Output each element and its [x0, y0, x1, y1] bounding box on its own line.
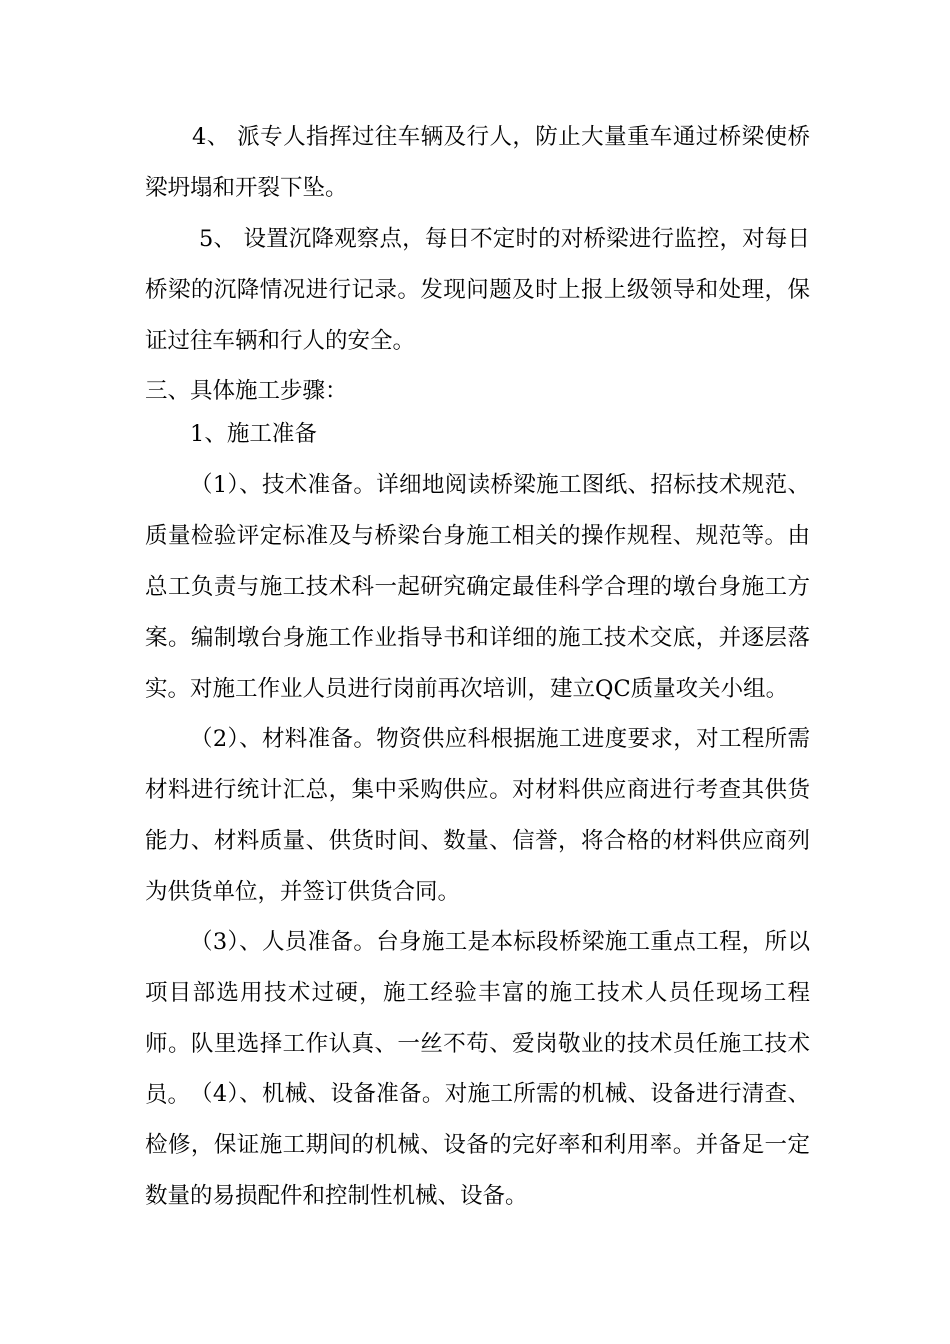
paragraph-technical-preparation: （1）、技术准备。详细地阅读桥梁施工图纸、招标技术规范、质量检验评定标准及与桥梁台身施工相关的操作规程、规范等。由总工负责与施工技术科一起研究确定最佳科学合理的墩台身施工方案。编制墩台身施工作业指导书和详细的施工技术交底，并逐层落实。对施工作业人员进行岗前再次培训，建立QC质量攻关小组。: [145, 472, 810, 702]
paragraph-personnel-preparation: （3）、人员准备。台身施工是本标段桥梁施工重点工程，所以项目部选用技术过硬，施工经验丰富的施工技术人员任现场工程师。队里选择工作认真、一丝不苟、爱岗敬业的技术员任施工技术员。: [145, 929, 810, 1108]
paragraph-item-4: 4、 派专人指挥过往车辆及行人，防止大量重车通过桥梁使桥梁坍塌和开裂下坠。: [145, 124, 810, 201]
paragraph-equipment-preparation: （4）、机械、设备准备。对施工所需的机械、设备进行清查、检修，保证施工期间的机械、设备的完好率和利用率。并备足一定数量的易损配件和控制性机械、设备。: [145, 1081, 810, 1209]
subheading-construction-preparation: 1、施工准备: [190, 421, 317, 447]
paragraph-material-preparation: （2）、材料准备。物资供应科根据施工进度要求，对工程所需材料进行统计汇总，集中采购供应。对材料供应商进行考查其供货能力、材料质量、供货时间、数量、信誉，将合格的材料供应商列为供货单位，并签订供货合同。: [145, 726, 810, 905]
section-heading-construction-steps: 三、具体施工步骤：: [145, 378, 348, 404]
paragraph-item-5: 5、 设置沉降观察点，每日不定时的对桥梁进行监控，对每日桥梁的沉降情况进行记录。发现问题及时上报上级领导和处理，保证过往车辆和行人的安全。: [145, 226, 810, 354]
